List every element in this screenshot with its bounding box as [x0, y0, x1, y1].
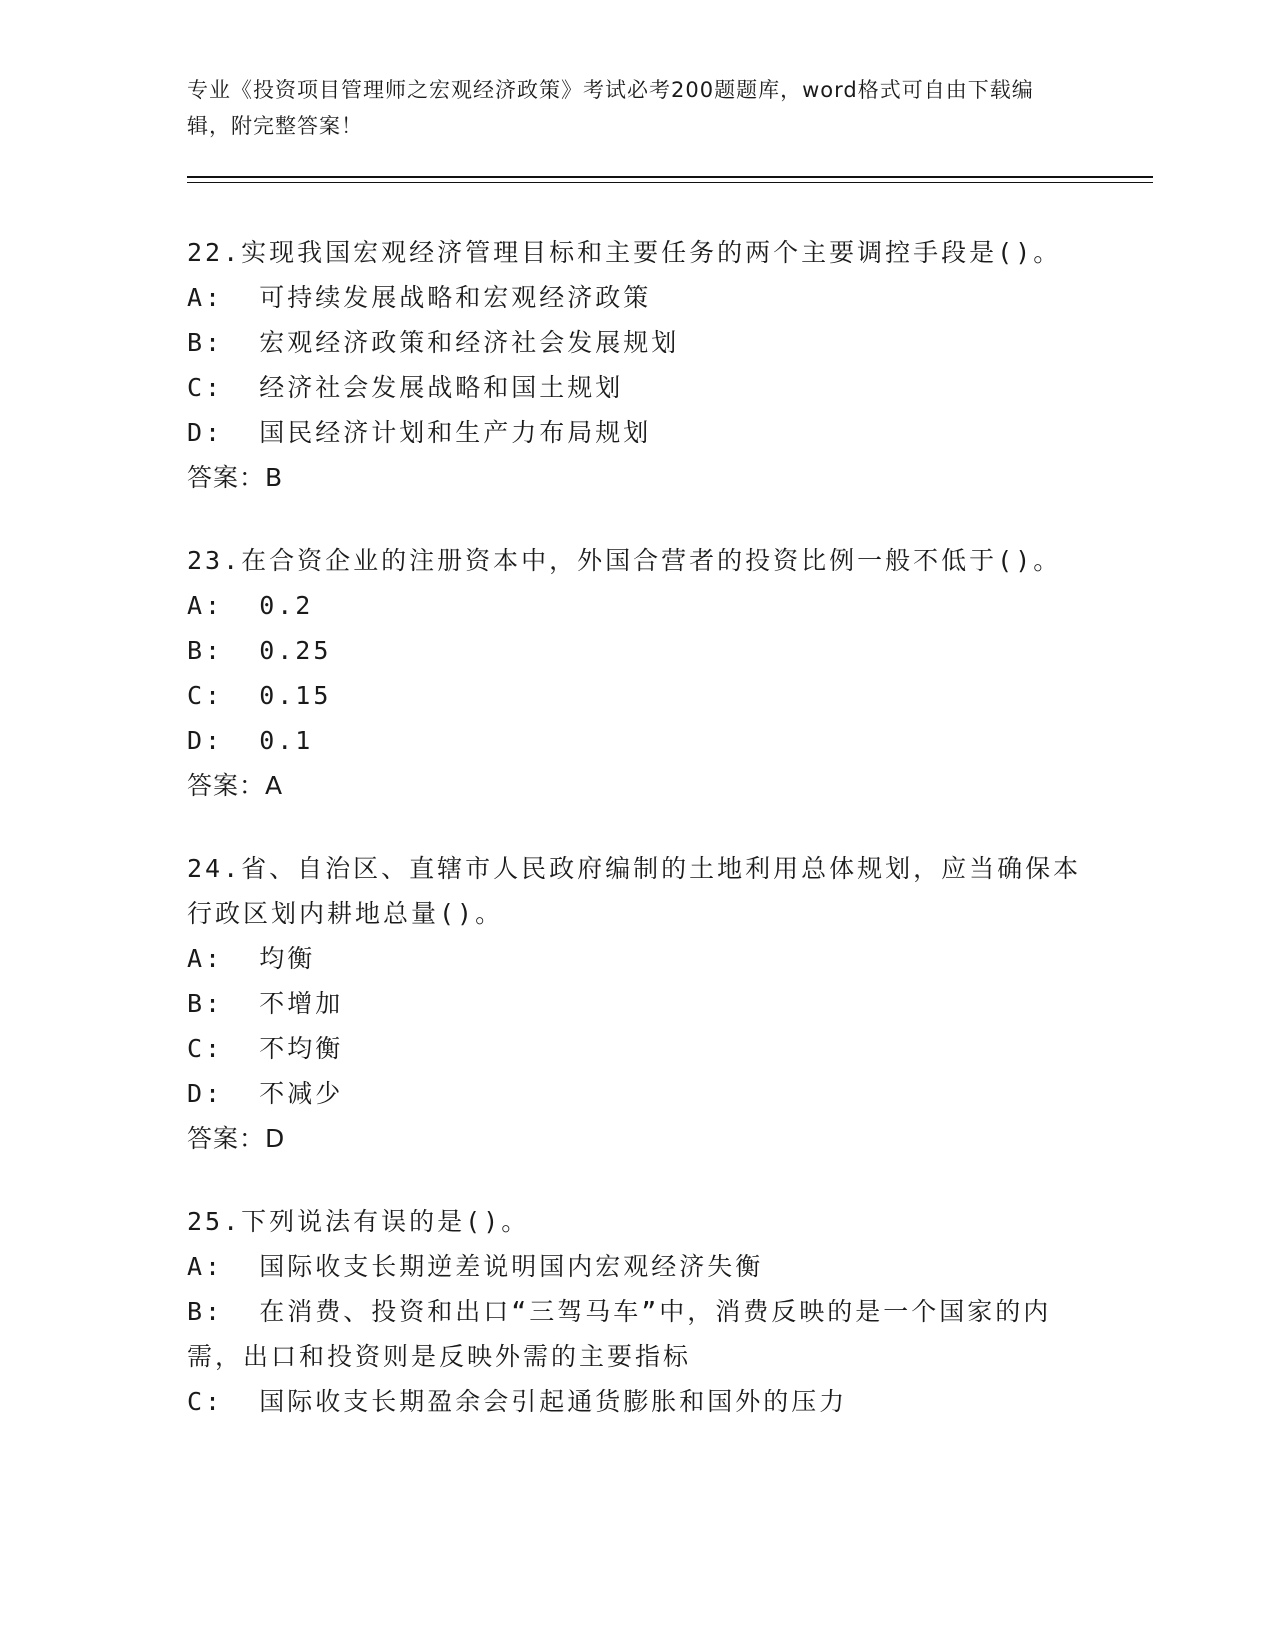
option-d: D: 0.1	[187, 726, 314, 755]
question-22	[187, 230, 1087, 500]
option-c: C: 国际收支长期盈余会引起通货膨胀和国外的压力	[187, 1387, 848, 1416]
option-b: B: 不增加	[187, 989, 344, 1018]
answer: 答案：B	[187, 463, 284, 492]
option-c: C: 不均衡	[187, 1034, 344, 1063]
option-b: B: 0.25	[187, 636, 332, 665]
question-23	[187, 538, 1087, 808]
header-rule-thick	[187, 176, 1153, 178]
option-c: C: 0.15	[187, 681, 332, 710]
option-a: A: 可持续发展战略和宏观经济政策	[187, 283, 652, 312]
document-header: 专业《投资项目管理师之宏观经济政策》考试必考200题题库，word格式可自由下载编辑，附完整答案！	[187, 78, 1034, 138]
option-b: B: 宏观经济政策和经济社会发展规划	[187, 328, 680, 357]
option-d: D: 不减少	[187, 1079, 344, 1108]
question-list	[187, 230, 1087, 1462]
question-24	[187, 846, 1087, 1161]
question-stem: 23.在合资企业的注册资本中，外国合营者的投资比例一般不低于()。	[187, 546, 1062, 575]
question-stem: 22.实现我国宏观经济管理目标和主要任务的两个主要调控手段是()。	[187, 238, 1062, 267]
question-stem: 24.省、自治区、直辖市人民政府编制的土地利用总体规划，应当确保本行政区划内耕地总量()。	[187, 854, 1082, 928]
answer: 答案：A	[187, 771, 284, 800]
option-c: C: 经济社会发展战略和国土规划	[187, 373, 624, 402]
option-a: A: 国际收支长期逆差说明国内宏观经济失衡	[187, 1252, 764, 1281]
answer: 答案：D	[187, 1124, 286, 1153]
question-25	[187, 1199, 1087, 1424]
option-a: A: 均衡	[187, 944, 316, 973]
option-a: A: 0.2	[187, 591, 314, 620]
header-rule-thin	[187, 182, 1153, 183]
option-d: D: 国民经济计划和生产力布局规划	[187, 418, 652, 447]
question-stem: 25.下列说法有误的是()。	[187, 1207, 530, 1236]
option-b: B: 在消费、投资和出口“三驾马车”中，消费反映的是一个国家的内需，出口和投资则是反映外需的主要指标	[187, 1297, 1052, 1371]
